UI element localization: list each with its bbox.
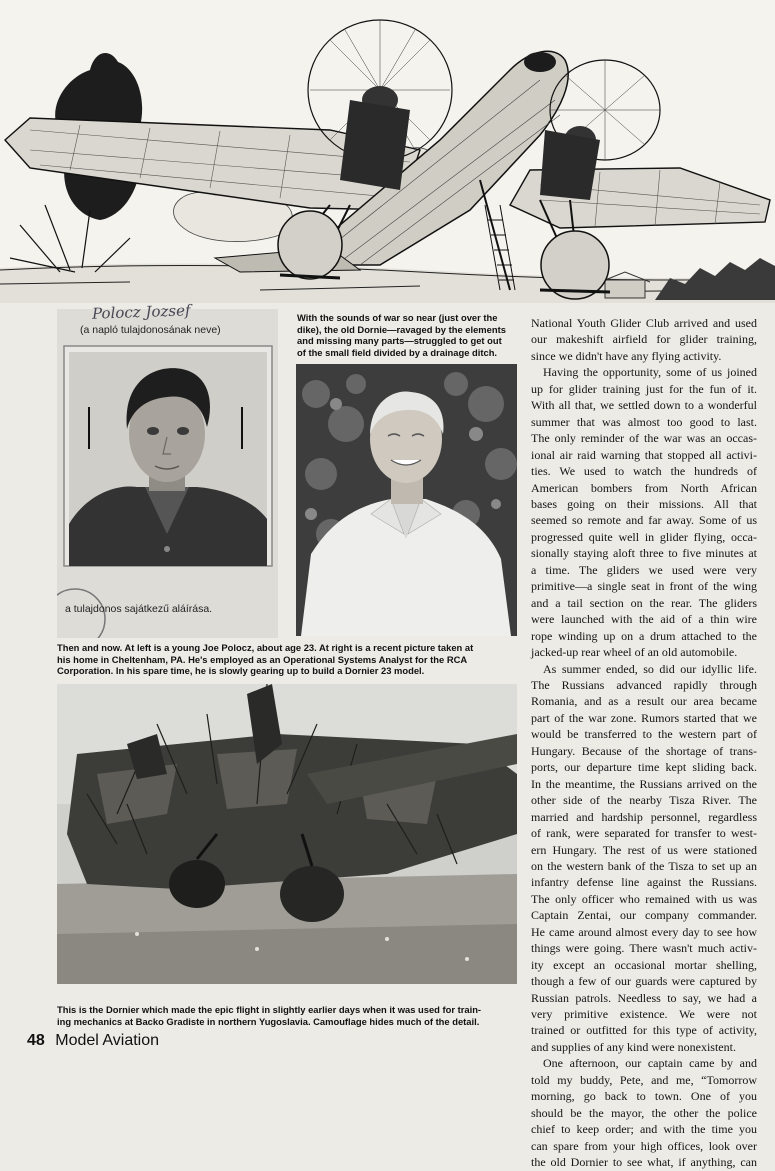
article-line: up for glider training just for the fun of it. [531,381,757,396]
article-line: very primitive existence. We were not [531,1007,757,1022]
wreck-caption [57,1004,519,1027]
caption-line: ing mechanics at Backo Gradiste in northern Yugoslavia. Camouflage hides much of the detail. [57,1015,480,1027]
article-line: He came around almost every day to see how [531,924,757,939]
caption-line: and missing many parts—struggled to get out [297,335,502,346]
page-number: 48 [27,1032,45,1049]
caption-line: Then and now. At left is a young Joe Polocz, about age 23. At right is a recent picture taken at [57,642,474,653]
article-line: ports, our departure time kept sliding back. [531,760,757,775]
article-line: ional air raid warning that stopped all activi- [531,447,757,462]
id-document-photo [57,309,278,638]
caption-line: his home in Cheltenham, PA. He's employed as an Operational Systems Analyst for the RCA [57,653,468,665]
article-line: ern Hungary. The rest of us were stationed [531,842,757,857]
young-joe-polocz-photo [57,309,278,638]
recent-portrait-photo [296,364,517,636]
article-line: since we didn't have any flying activity. [531,348,722,363]
article-line: would be transferred to the western part of [531,727,757,742]
dornier-sketch [0,0,775,303]
caption-line: With the sounds of war so near (just over the [297,312,498,323]
article-line: summer that was almost too good to last. [531,414,757,429]
article-line: bases going on their missions. All that [531,496,757,511]
id-bottom-label: a tulajdonos sajátkezű aláírása. [65,603,213,615]
article-line: of rank, were separated for transfer to west- [531,826,757,841]
article-line: In the meantime, the Russians arrived on the [531,776,757,791]
article-line: married and hardship personnel, regardless [531,809,757,824]
article-column [531,315,757,1171]
article-line: progressed quite well in glider flying, occa- [531,529,757,544]
article-line: Romania, and as a result our area became [531,694,757,709]
article-line: things were going. There wasn't much activ- [531,941,757,956]
article-line: should be the mayor, the other the police [531,1105,757,1120]
article-line: though a few of our guards were captured by [531,974,757,989]
then-and-now-caption [57,642,519,677]
page-footer [27,1032,159,1050]
caption-line: This is the Dornier which made the epic flight in slightly earlier days when it was used for train- [57,1004,482,1015]
article-line: Hungary. Because of the shortage of trans- [531,743,757,758]
article-line: and supplies of any kind were nonexistent. [531,1039,736,1054]
article-line: other side of the nearby Tisza River. The [531,793,757,808]
article-line: infantry defense line against the Russians. [531,875,757,890]
caption-line: dike), the old Dornie—ravaged by the elements [297,323,506,335]
article-line: and a tail section on the rear. The gliders [531,595,757,610]
article-line: Having the opportunity, some of us joined [543,365,757,380]
joe-polocz-recent-photo [296,364,517,636]
dornier-wreck-image [57,684,517,984]
dornier-wreck-photo [57,684,517,984]
article-line: American bombers from North African [531,480,757,495]
article-line: rope winding up on a drum attached to the [531,628,757,643]
article-line: morning, go back to town. One of you [531,1089,757,1104]
article-line: National Youth Glider Club arrived and used [531,316,757,330]
article-line: were launched with the aid of a thin wire [531,612,757,627]
article-line: told my buddy, Pete, and me, “Tomorrow [531,1072,757,1087]
article-line: trained or outfitted for this type of activity, [531,1023,757,1038]
article-line: jacked-up rear wheel of an old automobile. [531,645,738,660]
article-line: The only officer who remained with us was [531,891,757,906]
article-line: With all that, we settled down to a wonderful [531,398,757,413]
caption-line: of the small field divided by a drainage ditch. [297,346,498,358]
article-line: The only reminder of the war was an occas- [531,431,757,446]
article-line: primitive—a single seat in front of the wing [531,579,757,594]
dornier-illustration [0,0,775,303]
article-line: our makeshift airfield for glider training, [531,332,757,347]
id-signature: Polocz Jozsef [91,301,191,323]
article-line: As summer ended, so did our idyllic life. [543,661,757,676]
article-line: ties. We used to watch the hundreds of [531,464,757,479]
article-line: the old Dornier to see what, if anything, can [531,1155,757,1170]
article-line: can spare from your high offices, look over [531,1138,757,1153]
magazine-name: Model Aviation [55,1032,160,1049]
article-line: seemed so remote and far away. Some of us [531,513,757,528]
article-line: ity except an occasional mortar shelling, [531,957,757,972]
article-line: chief to keep order; and with the time you [531,1122,757,1137]
article-line: The Russians advanced rapidly through [531,677,757,692]
id-owner-label: (a napló tulajdonosának neve) [80,324,221,336]
article-line: on the western bank of the Tisza to set up an [531,858,757,873]
article-line: Russian patrols. Needless to say, we had a [531,990,757,1005]
article-line: part of the war zone. Rumors started that we [531,710,757,725]
article-line: One afternoon, our captain came by and [543,1056,757,1071]
article-line: sionally staying aloft three to five minutes at [531,546,757,561]
top-photo-caption [297,312,527,358]
article-line: a time. The gliders we used were very [531,562,757,577]
caption-line: Corporation. In his spare time, he is slowly gearing up to build a Dornier 23 model. [57,665,425,676]
article-line: Captain Zentai, our company commander. [531,908,757,923]
